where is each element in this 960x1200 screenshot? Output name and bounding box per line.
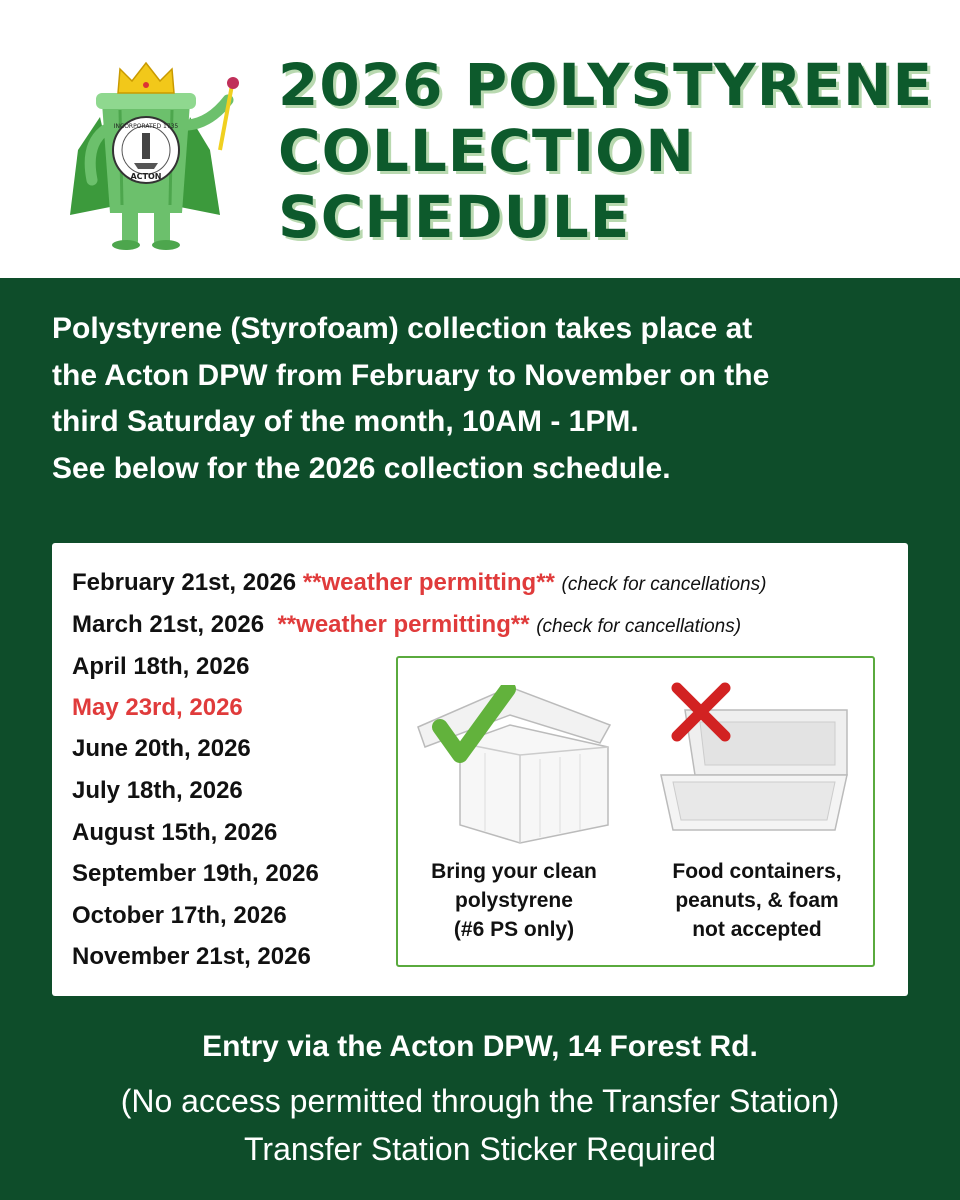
schedule-row-october: October 17th, 2026 [72,902,287,929]
intro-text [52,306,922,492]
weather-warning: **weather permitting** [277,611,530,638]
entry-address: Entry via the Acton DPW, 14 Forest Rd. [202,1030,758,1063]
foam-cooler-image [410,685,620,845]
schedule-row-april: April 18th, 2026 [72,653,250,680]
accepted-caption-line-2: polystyrene [455,889,573,912]
weather-warning: **weather permitting** [302,569,555,596]
rejected-caption [642,857,872,944]
page-title [278,52,938,250]
rejected-caption-line-3: not accepted [692,918,822,941]
intro-line-1: Polystyrene (Styrofoam) collection takes place at [52,312,753,345]
accepted-caption-line-3: (#6 PS only) [453,918,575,941]
takeout-container-image [655,680,855,840]
intro-line-4: See below for the 2026 collection schedule. [52,451,671,485]
cancellation-note: (check for cancellations) [536,616,742,637]
intro-line-3: third Saturday of the month, 10AM - 1PM. [52,405,639,438]
crown-icon [118,63,174,93]
schedule-row-september: September 19th, 2026 [72,860,319,887]
schedule-row-february [72,569,766,597]
no-access-note: (No access permitted through the Transfer Station) [120,1083,840,1119]
schedule-row-july: July 18th, 2026 [72,777,243,804]
schedule-row-november: November 21st, 2026 [72,943,311,970]
title-line-1: 2026 POLYSTYRENE [278,51,934,119]
accepted-caption-line-1: Bring your clean [431,860,597,883]
date-text: March 21st, 2026 [72,611,265,638]
mascot-image [60,55,245,250]
schedule-row-may: May 23rd, 2026 [72,694,243,721]
schedule-row-june: June 20th, 2026 [72,735,251,762]
title-line-2: COLLECTION [278,117,695,185]
seal-bottom-text: ACTON [130,172,162,181]
accepted-caption [408,857,620,944]
cancellation-note: (check for cancellations) [561,574,767,595]
rejected-caption-line-2: peanuts, & foam [675,889,839,912]
title-line-3: SCHEDULE [278,183,631,251]
intro-line-2: the Acton DPW from February to November on the [52,358,770,392]
sticker-requirement: Transfer Station Sticker Required [244,1131,716,1167]
rejected-caption-line-1: Food containers, [672,860,842,883]
schedule-row-august: August 15th, 2026 [72,819,278,846]
seal-top-text: INCORPORATED 1735 [113,123,179,130]
schedule-row-march [72,611,741,639]
date-text: February 21st, 2026 [72,569,297,596]
